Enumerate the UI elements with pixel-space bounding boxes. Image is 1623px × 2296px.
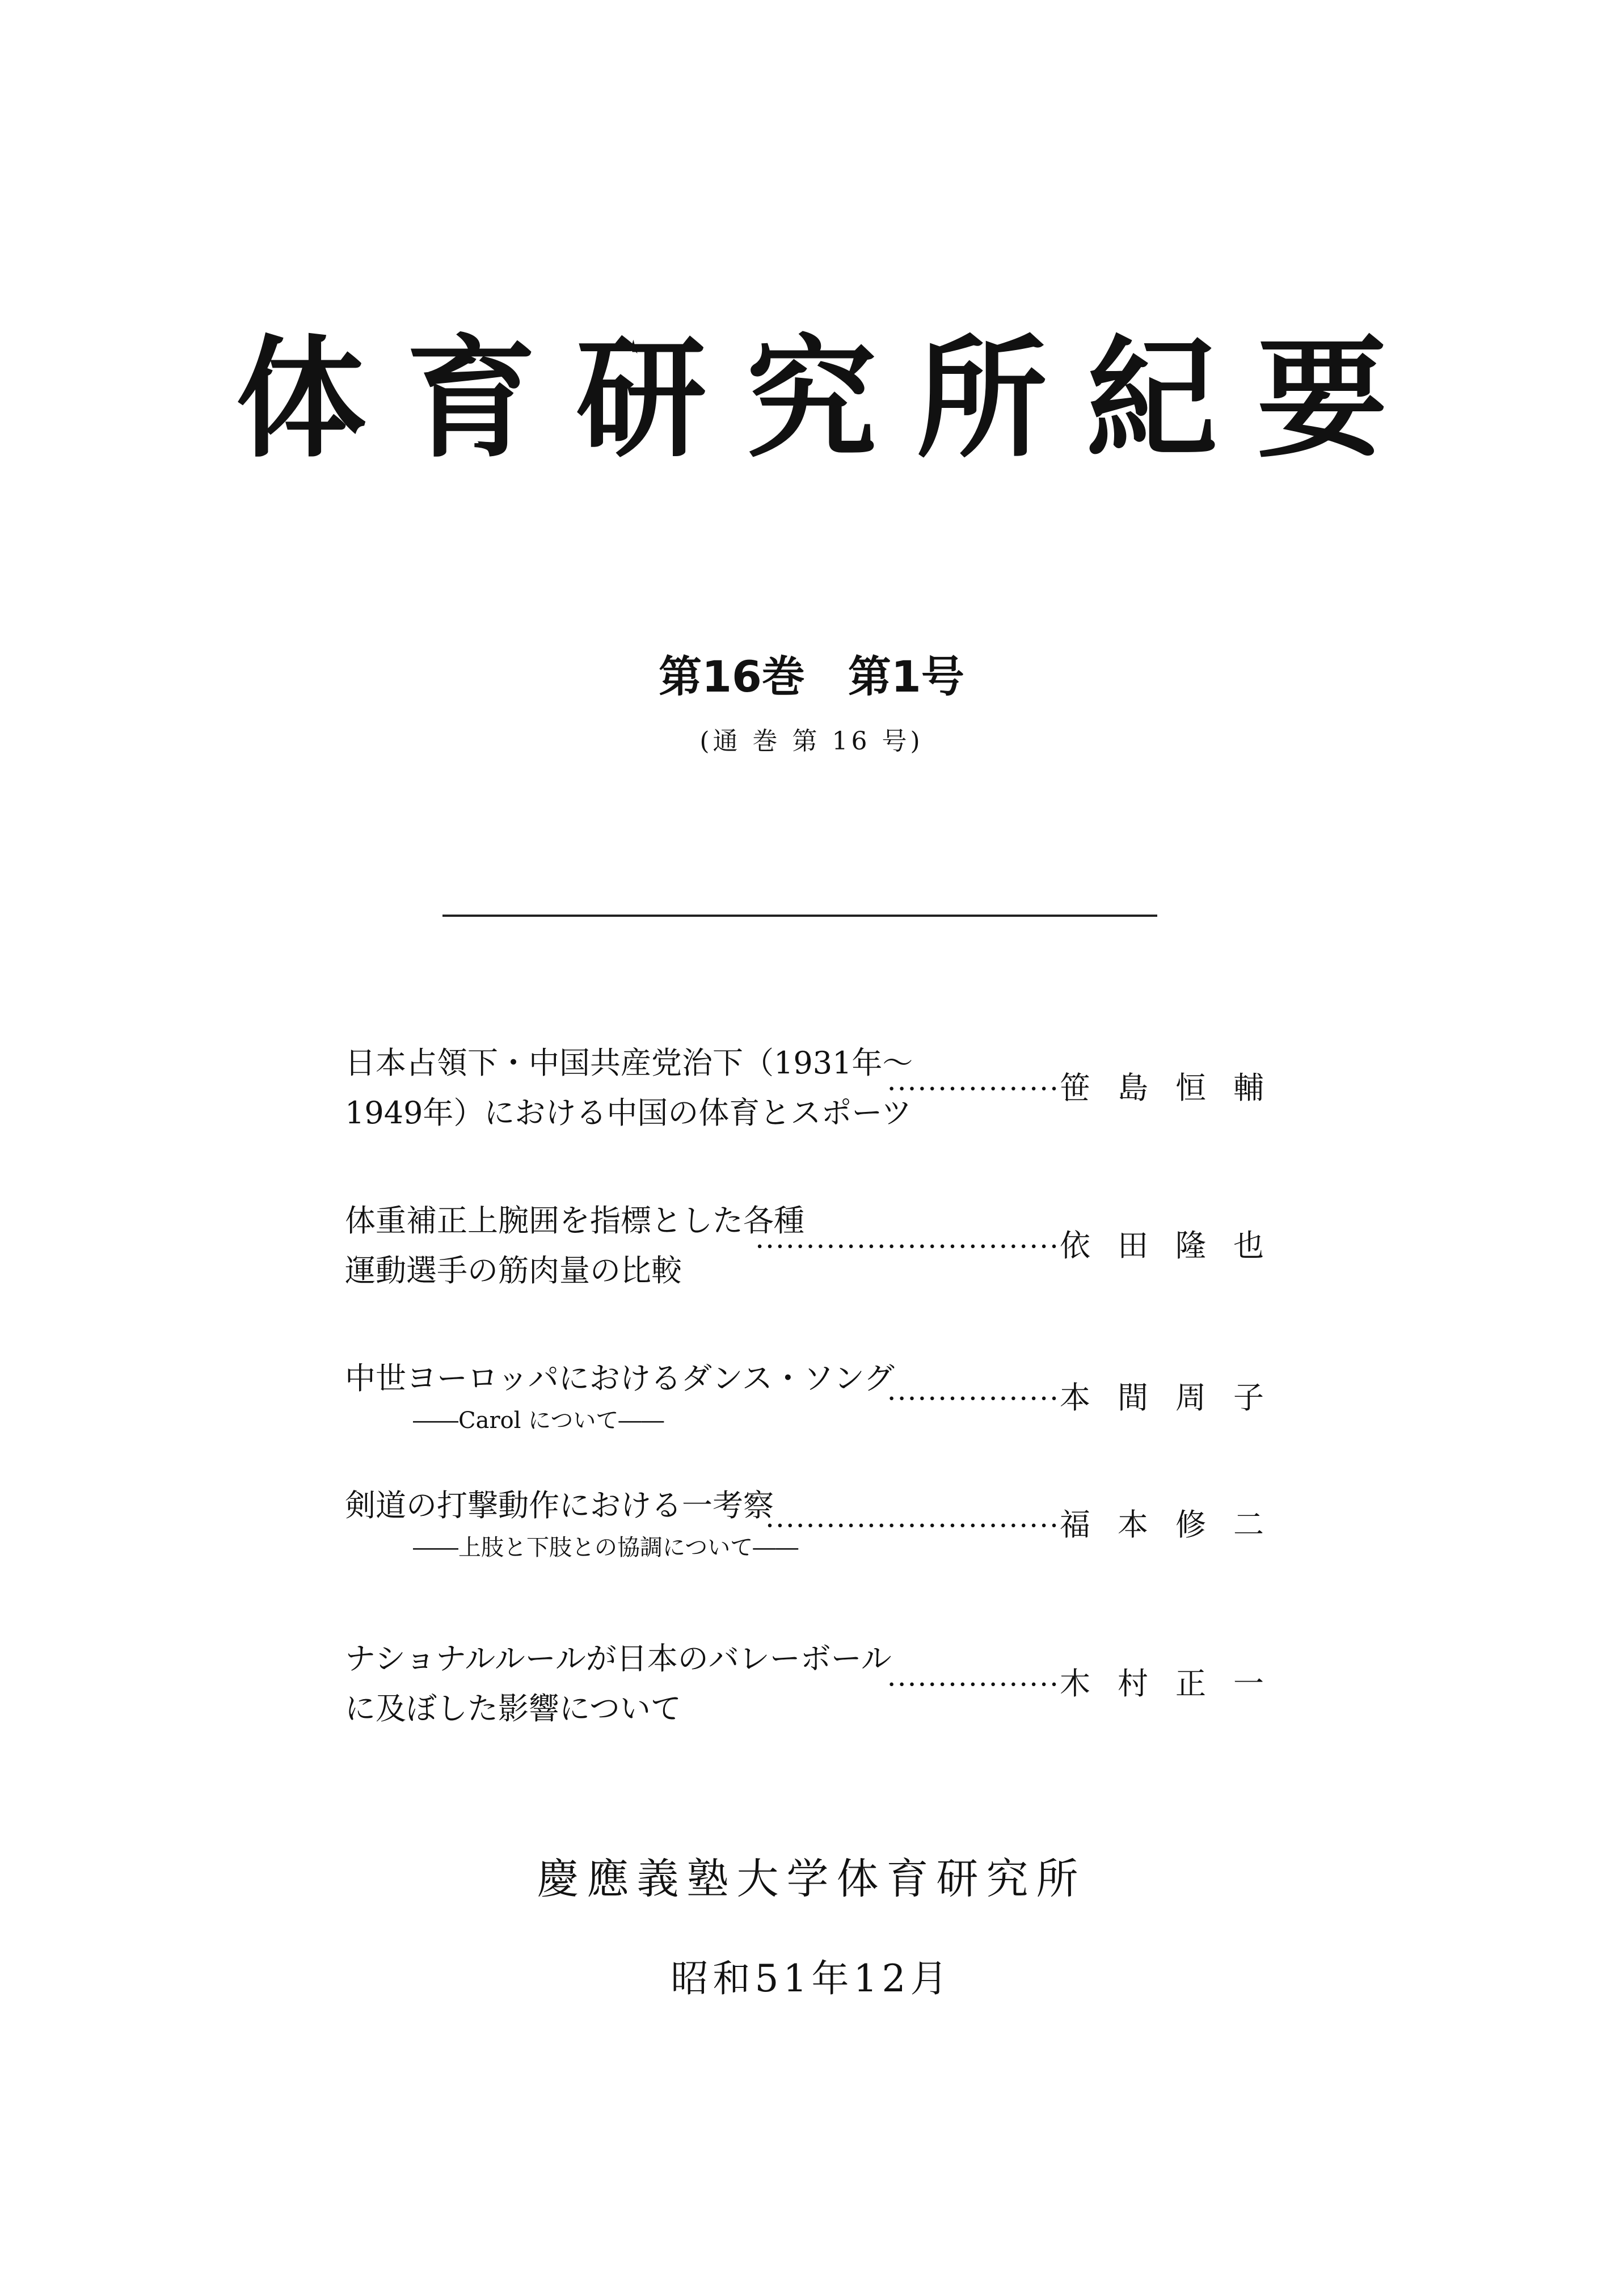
cumulative-issue: (通 巻 第 16 号)	[699, 727, 924, 756]
toc-entry	[345, 1038, 1291, 1138]
toc-entry	[345, 1196, 1291, 1296]
dot-leader: ·················	[887, 1072, 1060, 1105]
toc-entry-title: 1949年）における中国の体育とスポーツ	[345, 1095, 912, 1131]
toc-entry-title: 剣道の打撃動作における一考察	[345, 1488, 774, 1523]
toc-entry-title: 体重補正上腕囲を指標とした各種	[345, 1203, 804, 1238]
publication-date: 昭和51年12月	[671, 1957, 952, 2000]
toc-entry	[345, 1354, 1291, 1438]
toc-entry-title: 中世ヨーロッパにおけるダンス・ソング	[345, 1360, 895, 1396]
toc-entry-title: ナショナルルールが日本のバレーボール	[345, 1641, 892, 1676]
toc-entry	[345, 1634, 1291, 1734]
toc-entry-author: 笹島恒輔	[1060, 1070, 1291, 1106]
toc-entry-title: に及ぼした影響について	[345, 1691, 681, 1726]
toc-entry	[345, 1481, 1291, 1565]
dot-leader: ······························	[755, 1230, 1060, 1263]
dot-leader: ·····························	[765, 1509, 1060, 1542]
toc-entry-author: 福本修二	[1060, 1507, 1291, 1543]
dot-leader: ·················	[887, 1382, 1060, 1415]
divider	[442, 915, 1157, 917]
toc-entry-author: 木村正一	[1060, 1666, 1291, 1701]
toc-entry-subtitle: ――Carol について――	[413, 1408, 664, 1434]
publisher: 慶應義塾大学体育研究所	[537, 1855, 1086, 1903]
volume-issue: 第16巻 第1号	[659, 651, 964, 702]
toc-entry-author: 依田隆也	[1060, 1228, 1291, 1263]
journal-title: 体育研究所紀要	[235, 324, 1427, 475]
toc-entry-title: 運動選手の筋肉量の比較	[345, 1253, 682, 1288]
toc-entry-title: 日本占領下・中国共産党治下（1931年～	[345, 1045, 913, 1081]
toc-entry-subtitle: ――上肢と下肢との協調について――	[413, 1535, 799, 1561]
dot-leader: ·················	[887, 1668, 1060, 1701]
toc-entry-author: 本間周子	[1060, 1380, 1291, 1415]
